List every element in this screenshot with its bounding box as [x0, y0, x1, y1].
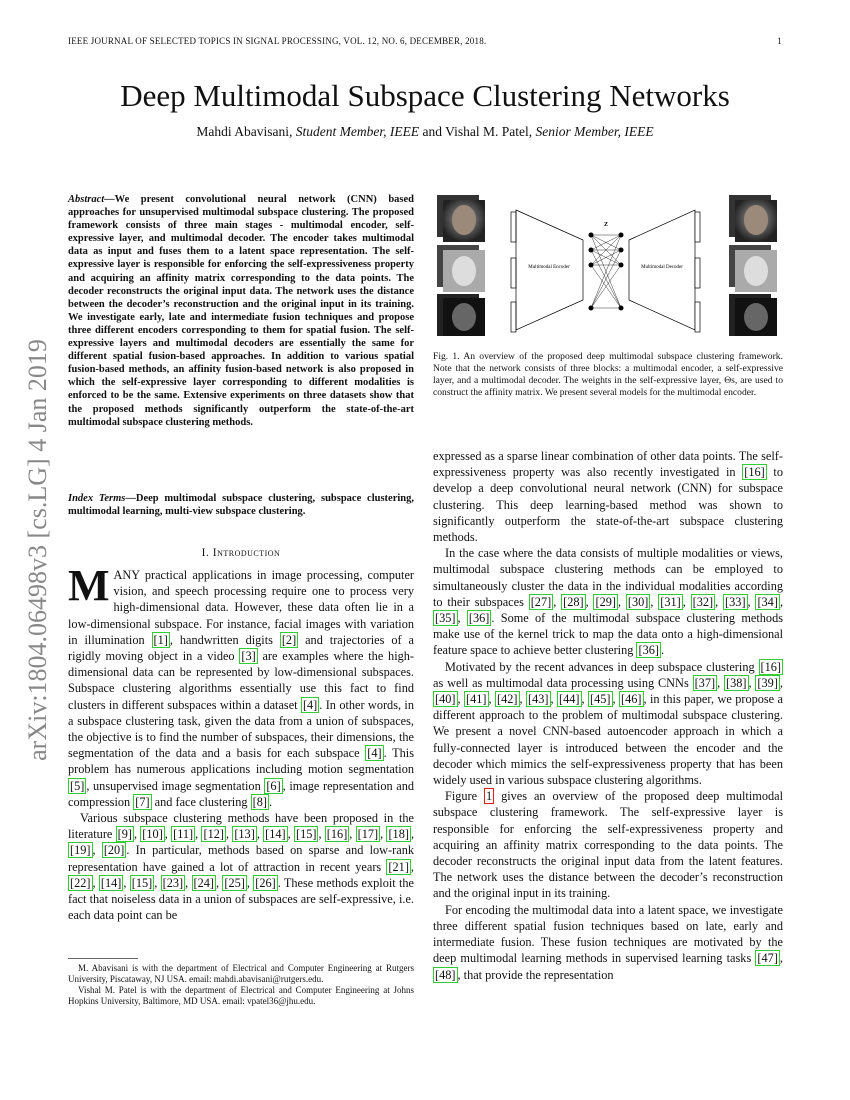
intro-paragraph-1: [68, 561, 415, 810]
encoder-block: [516, 210, 583, 330]
citation-link[interactable]: [43]: [528, 692, 549, 707]
journal-name: IEEE JOURNAL OF SELECTED TOPICS IN SIGNAL PROCESSING, VOL. 12, NO. 6, DECEMBER, 2018.: [68, 36, 487, 46]
input-face-stack-3: [437, 294, 485, 336]
citation-link[interactable]: [23]: [162, 875, 184, 890]
text-run: , in this paper, we propose a different approach to the problem of multimodal subspace clustering. We present a novel CNN-based autoencoder approach in which a fully-connected layer is introduced between the encoder and the decoder which mimics the self-expressiveness property that has been widely used in various subspace clustering algorithms.: [433, 692, 784, 788]
author-conjunction: and: [422, 124, 443, 139]
citation-link[interactable]: [42]: [497, 692, 518, 707]
text-run: .: [660, 643, 665, 658]
citation-group: [27] , [28] , [29] , [30] , [31] , [32] , [33] , [34] , [35] , [36]: [435, 594, 784, 626]
abstract-label: Abstract: [68, 194, 105, 205]
citation-link[interactable]: [39]: [757, 675, 778, 690]
output-layer-1: [695, 212, 700, 242]
citation-link[interactable]: [28]: [563, 594, 584, 609]
right-paragraph-2: [433, 545, 783, 658]
citation-link[interactable]: [16]: [326, 827, 348, 842]
citation-link[interactable]: [16]: [744, 465, 765, 480]
right-paragraph-1: [433, 448, 783, 545]
citation-group: [37] , [38] , [39] , [40] , [41] , [42] , [43] , [44] , [45] , [46]: [435, 675, 783, 707]
citation-link[interactable]: [37]: [694, 675, 716, 690]
citation-link[interactable]: [29]: [595, 594, 616, 609]
citation-link[interactable]: [6]: [266, 778, 281, 793]
text-run: . Some of the multimodal subspace clustering methods make use of the kernel trick to map the data onto a high-dimensional feature space to achieve better clustering: [433, 611, 783, 658]
citation-link[interactable]: [15]: [295, 827, 317, 842]
encoder-label: [528, 265, 570, 270]
citation-link[interactable]: [2]: [281, 632, 297, 647]
input-layer-1: [511, 212, 516, 242]
drop-cap: M: [68, 561, 110, 610]
text-run: In the case where the data consists of multiple modalities or views, multimodal subspace clustering methods can be employed to simultaneously cluster the data in the individual modalities according to their subspaces: [433, 546, 783, 609]
citation-link[interactable]: [44]: [559, 692, 580, 707]
running-header: [68, 36, 782, 46]
intro-paragraph-2: [68, 810, 414, 923]
citation-link[interactable]: [34]: [757, 594, 778, 609]
text-run: . In particular, methods based on sparse and low-rank representation have gained a lot of attraction in recent years: [68, 843, 414, 874]
input-layer-2: [511, 258, 516, 288]
text-run: ANY practical applications in image processing, computer vision, and speech processing require one to process very high-dimensional data. However, these data often lie in a low-dimensional subspace. For instance, facial images with variation in illumination: [68, 568, 414, 647]
citation-link[interactable]: [48]: [435, 967, 456, 982]
citation-link[interactable]: [3]: [241, 649, 256, 664]
latent-label-text: Z: [603, 222, 609, 228]
text-run: , image representation and compression: [68, 778, 414, 809]
citation-link[interactable]: [18]: [388, 827, 409, 842]
author-1: Mahdi Abavisani,: [196, 124, 293, 139]
right-column-body: [433, 448, 783, 983]
section-title: Introduction: [212, 547, 281, 559]
citation-group: [21] , [22] , [14] , [15] , [23] , [24] , [25] , [26]: [70, 859, 414, 890]
citation-link[interactable]: [4]: [302, 697, 318, 712]
citation-link[interactable]: [14]: [265, 827, 286, 842]
text-run: . In other words, in a subspace clustering task, given the data from a union of subspaces, the objective is to find the number of subspaces, their dimensions, the segmentation of the data and a basis for each subspace: [68, 697, 414, 761]
text-run: to develop a deep convolutional neural network (CNN) for subspace clustering. This deep learning-based method was shown to significantly outperform the state-of-the-art subspace clustering methods.: [433, 465, 783, 545]
citation-link[interactable]: [40]: [435, 692, 456, 707]
text-run: as well as multimodal data processing using CNNs: [433, 675, 693, 690]
citation-link[interactable]: [19]: [70, 843, 91, 858]
citation-link[interactable]: [27]: [530, 594, 552, 609]
input-face-stack-1: [437, 195, 485, 242]
footnote-1: M. Abavisani is with the department of Electrical and Computer Engineering at Rutgers University, Piscataway, NJ USA. email: mahdi.abavisani@rutgers.edu.: [68, 963, 414, 984]
author-line: [0, 124, 850, 140]
output-face-stack-3: [729, 294, 777, 336]
citation-link[interactable]: [17]: [357, 827, 379, 842]
self-expressive-layer: [591, 235, 621, 308]
arxiv-stamp: arXiv:1804.06498v3 [cs.LG] 4 Jan 2019: [23, 339, 52, 761]
decoder-block: [629, 210, 695, 330]
text-run: , unsupervised image segmentation: [86, 778, 265, 793]
index-terms: [68, 492, 414, 518]
citation-link[interactable]: [25]: [224, 875, 245, 890]
right-paragraph-3: [433, 659, 783, 789]
text-run: . This problem has numerous applications including motion segmentation: [68, 746, 414, 777]
citation-link[interactable]: [8]: [252, 794, 267, 809]
text-run: expressed as a sparse linear combination of other data points. The self-expressiveness property was also recently investigated in: [433, 449, 783, 480]
citation-link[interactable]: [16]: [760, 659, 781, 674]
citation-link[interactable]: [13]: [234, 827, 255, 842]
decoder-label-line: Multimodal Decoder: [641, 265, 683, 270]
page-number: 1: [777, 36, 782, 46]
text-run: . These methods exploit the fact that noiseless data in a union of subspaces are self-expressive, i.e. each data point can be: [68, 875, 414, 923]
citation-link[interactable]: [36]: [468, 611, 490, 626]
footnotes: [68, 963, 414, 1007]
output-face-stack-1: [729, 195, 777, 242]
citation-link[interactable]: [45]: [590, 692, 611, 707]
citation-link[interactable]: [41]: [466, 692, 487, 707]
author-2-role: Senior Member, IEEE: [535, 124, 654, 139]
section-number: I.: [201, 547, 210, 559]
citation-link[interactable]: [31]: [660, 594, 681, 609]
abstract-text: —We present convolutional neural network (CNN) based approaches for unsupervised multimodal subspace clustering. The proposed framework consists of three main stages - multimodal encoder, self-expressive layer, and multimodal decoder. The encoder takes multimodal data as input and fuses them to a latent space representation. The self-expressive layer is responsible for enforcing the self-expressiveness property and acquiring an affinity matrix corresponding to the data points. The decoder reconstructs the original input data. The network uses the distance between the decoder’s reconstruction and the original input in its training. We investigate early, late and intermediate fusion techniques and propose three different encoders corresponding to them for spatial fusion. The self-expressive layers and multimodal decoders are essentially the same for different spatial fusion-based approaches. In addition to various spatial fusion-based methods, an affinity fusion-based network is also proposed in which the self-expressive layer corresponding to different modalities is enforced to be the same. Extensive experiments on three datasets show that the proposed methods significantly outperform the state-of-the-art multimodal subspace clustering methods.: [68, 194, 414, 428]
citation-link[interactable]: [24]: [193, 875, 214, 890]
text-run: Motivated by the recent advances in deep subspace clustering: [445, 659, 759, 674]
paper-title: Deep Multimodal Subspace Clustering Networks: [120, 78, 730, 113]
input-layer-3: [511, 302, 516, 332]
index-terms-label: Index Terms: [68, 493, 126, 504]
footnote-rule: [68, 958, 138, 959]
citation-link[interactable]: [11]: [173, 827, 194, 842]
citation-link[interactable]: [14]: [100, 875, 122, 890]
text-run: , that provide the representation: [457, 967, 614, 982]
citation-link[interactable]: [46]: [621, 692, 642, 707]
figure-1: [433, 190, 783, 340]
citation-link[interactable]: [15]: [131, 875, 153, 890]
section-heading-introduction: [68, 547, 414, 559]
figure-1-caption: Fig. 1. An overview of the proposed deep multimodal subspace clustering framework. Note that the network consists of three blocks: a multimodal encoder, a self-expressive layer, and a multimodal decoder. The weights in the self-expressive layer, Θs, are used to construct the affinity matrix. We present several models for the multimodal encoder.: [433, 351, 783, 398]
footnote-2: Vishal M. Patel is with the department of Electrical and Computer Engineering at Johns Hopkins University, Baltimore, MD USA. email: vpatel36@jhu.edu.: [68, 985, 414, 1006]
text-run: and face clustering: [151, 794, 251, 809]
index-terms-text: —Deep multimodal subspace clustering, subspace clustering, multimodal learning, multi-view subspace clustering.: [68, 493, 415, 518]
text-run: and trajectories of a rigidly moving object in a video: [68, 632, 414, 664]
text-run: are examples where the high-dimensional data can be represented by low-dimensional subspaces. Subspace clustering algorithms essentially use this fact to find clusters in different subspaces within a dataset: [68, 649, 415, 712]
right-paragraph-5: [433, 902, 783, 983]
citation-link[interactable]: [36]: [638, 643, 659, 658]
abstract: [68, 193, 414, 429]
framework-diagram: [433, 190, 783, 340]
citation-link[interactable]: [30]: [627, 594, 649, 609]
citation-link[interactable]: [10]: [142, 827, 163, 842]
citation-group: [47] , [48]: [435, 951, 783, 982]
author-2: Vishal M. Patel,: [445, 124, 533, 139]
author-1-role: Student Member, IEEE: [295, 124, 420, 139]
citation-link[interactable]: [26]: [255, 875, 276, 890]
citation-link[interactable]: [1]: [153, 632, 168, 647]
decoder-label: [641, 265, 683, 270]
output-layer-2: [695, 258, 700, 288]
citation-link[interactable]: [12]: [203, 827, 224, 842]
citation-link[interactable]: [4]: [367, 746, 382, 761]
citation-link[interactable]: [33]: [725, 594, 746, 609]
encoder-label-line: Multimodal Encoder: [528, 265, 570, 270]
citation-link[interactable]: [20]: [103, 843, 125, 858]
input-face-stack-2: [437, 245, 485, 292]
citation-link[interactable]: [22]: [70, 875, 91, 890]
citation-group: [9] , [10] , [11] , [12] , [13] , [14] , [15] , [16] , [17] , [18] , [19] , [20]: [70, 827, 415, 858]
text-run: Figure: [445, 789, 485, 804]
citation-link[interactable]: [32]: [692, 594, 714, 609]
citation-link[interactable]: [47]: [757, 951, 778, 966]
text-run: For encoding the multimodal data into a latent space, we investigate three different spatial fusion techniques based on late, early and intermediate fusion. These fusion techniques are motivated by the deep multimodal learning methods in supervised learning tasks: [433, 902, 783, 966]
output-layer-3: [695, 302, 700, 332]
citation-link[interactable]: [9]: [117, 827, 132, 842]
introduction-body: [68, 561, 415, 923]
latent-label: [604, 222, 608, 228]
citation-link[interactable]: [38]: [726, 675, 747, 690]
text-run: , handwritten digits: [169, 632, 280, 647]
output-face-stack-2: [729, 245, 777, 292]
citation-link[interactable]: [7]: [135, 794, 150, 809]
text-run: gives an overview of the proposed deep multimodal subspace clustering framework. The self-expressive layer is responsible for enforcing the self-expressiveness property and acquiring an affinity matrix corresponding to the data points. The decoder reconstructs the original input data from the latent features. The network uses the distance between the decoder’s reconstruction and the original input in its training.: [433, 789, 783, 901]
citation-link[interactable]: [35]: [435, 611, 456, 626]
right-paragraph-4: [433, 788, 783, 901]
text-run: .: [268, 794, 273, 809]
citation-link[interactable]: [21]: [388, 859, 409, 874]
text-run: Various subspace clustering methods have been proposed in the literature: [68, 811, 414, 842]
figure-reference-link[interactable]: 1: [486, 789, 493, 804]
citation-link[interactable]: [5]: [70, 778, 85, 793]
